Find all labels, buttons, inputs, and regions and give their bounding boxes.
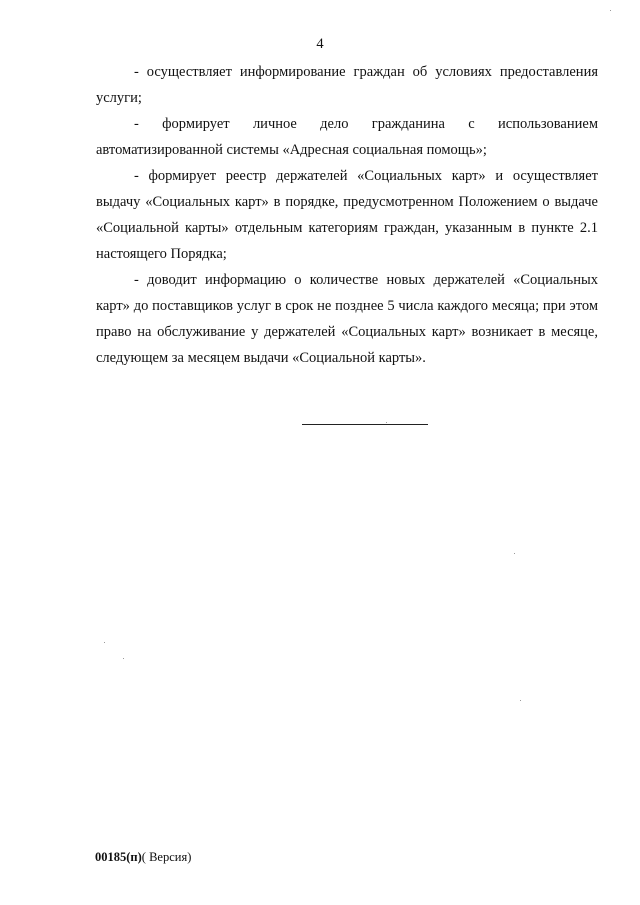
paragraph-1: - осуществляет информирование граждан об условиях предоставления услуги; [96, 64, 598, 106]
scan-speck [123, 658, 124, 659]
end-divider-line [302, 424, 428, 425]
footer-code: 00185(п) [95, 850, 142, 864]
scan-speck [610, 10, 611, 11]
paragraph-2: - формирует личное дело гражданина с использованием автоматизированной системы «Адресная социальная помощь»; [96, 116, 598, 158]
scan-speck [386, 422, 387, 423]
scan-speck [104, 642, 105, 643]
footer-version-label: ( Версия) [141, 850, 192, 864]
document-body [96, 59, 598, 371]
paragraph-4: - доводит информацию о количестве новых держателей «Социальных карт» до поставщиков услуг в срок не позднее 5 числа каждого месяца; при этом право на обслуживание у держателей «Социальных карт» возникает в месяце, следующем за месяцем выдачи «Социальной карты». [96, 272, 598, 366]
paragraph-3: - формирует реестр держателей «Социальных карт» и осуществляет выдачу «Социальных карт» в порядке, предусмотренном Положением о выдаче «Социальной карты» отдельным категориям граждан, указанным в пункте 2.1 настоящего Порядка; [96, 168, 598, 262]
footer-version [95, 850, 191, 865]
scan-speck [520, 700, 521, 701]
page-number: 4 [316, 36, 324, 52]
scan-speck [514, 553, 515, 554]
